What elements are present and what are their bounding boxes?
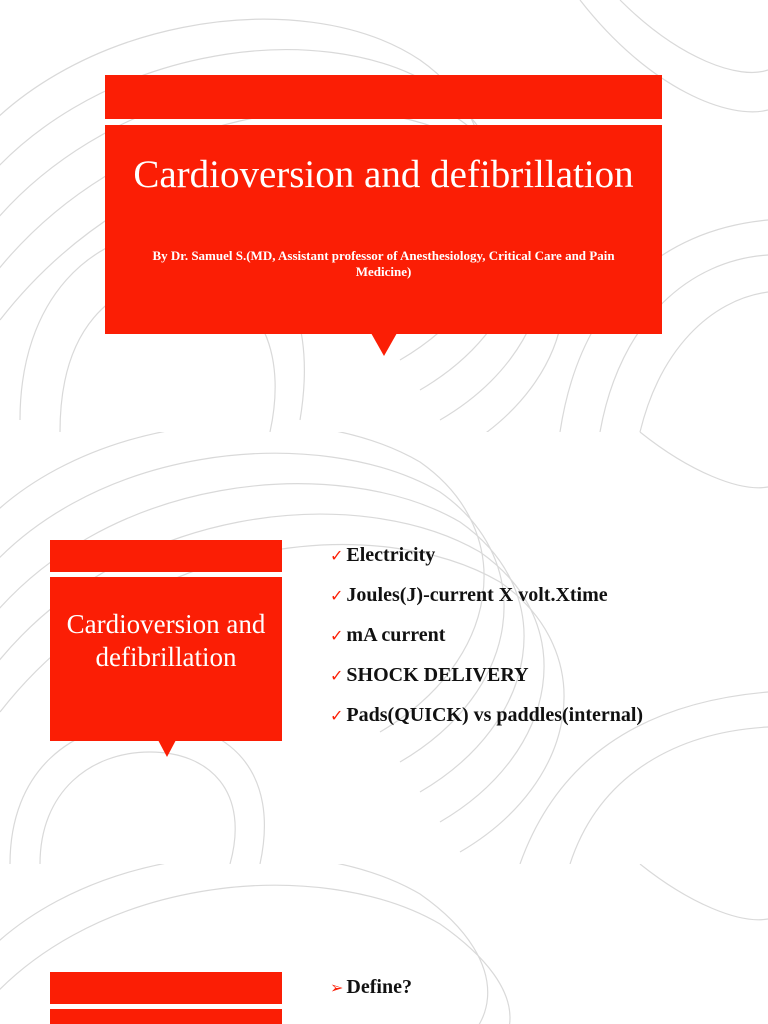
check-icon: ✓	[330, 586, 344, 605]
bullet-text: mA current	[346, 624, 446, 646]
list-item	[330, 624, 643, 664]
banner-pointer	[371, 333, 397, 356]
check-icon: ✓	[330, 546, 344, 565]
bullet-text: Electricity	[346, 544, 436, 566]
title-banner	[105, 125, 662, 334]
bullet-text: Joules(J)-current X volt.Xtime	[346, 584, 608, 606]
section-title: Cardioversion and defibrillation	[66, 609, 266, 672]
section-banner-bar	[50, 972, 282, 1004]
check-icon: ✓	[330, 626, 344, 645]
section-banner	[50, 577, 282, 741]
bullet-text: Define?	[346, 976, 412, 998]
check-icon: ✓	[330, 706, 344, 725]
list-item	[330, 584, 643, 624]
check-icon: ✓	[330, 666, 344, 685]
bullet-text: SHOCK DELIVERY	[346, 664, 529, 686]
slide-subtitle: By Dr. Samuel S.(MD, Assistant professor of Anesthesiology, Critical Care and Pain Medicine)	[152, 248, 615, 279]
slide-3	[0, 864, 768, 1024]
arrow-bullet-icon: ➢	[330, 978, 344, 997]
section-banner-bar	[50, 540, 282, 572]
list-item	[330, 544, 643, 584]
slide-1	[0, 0, 768, 432]
bullet-list	[330, 976, 412, 1016]
title-banner-bar	[105, 75, 662, 119]
slide-title: Cardioversion and defibrillation	[133, 153, 634, 196]
banner-pointer	[158, 740, 176, 757]
slide-2	[0, 432, 768, 864]
list-item	[330, 664, 643, 704]
list-item	[330, 976, 412, 1016]
bullet-list	[330, 544, 643, 744]
list-item	[330, 704, 643, 744]
bullet-text: Pads(QUICK) vs paddles(internal)	[346, 704, 644, 726]
section-banner	[50, 1009, 282, 1024]
